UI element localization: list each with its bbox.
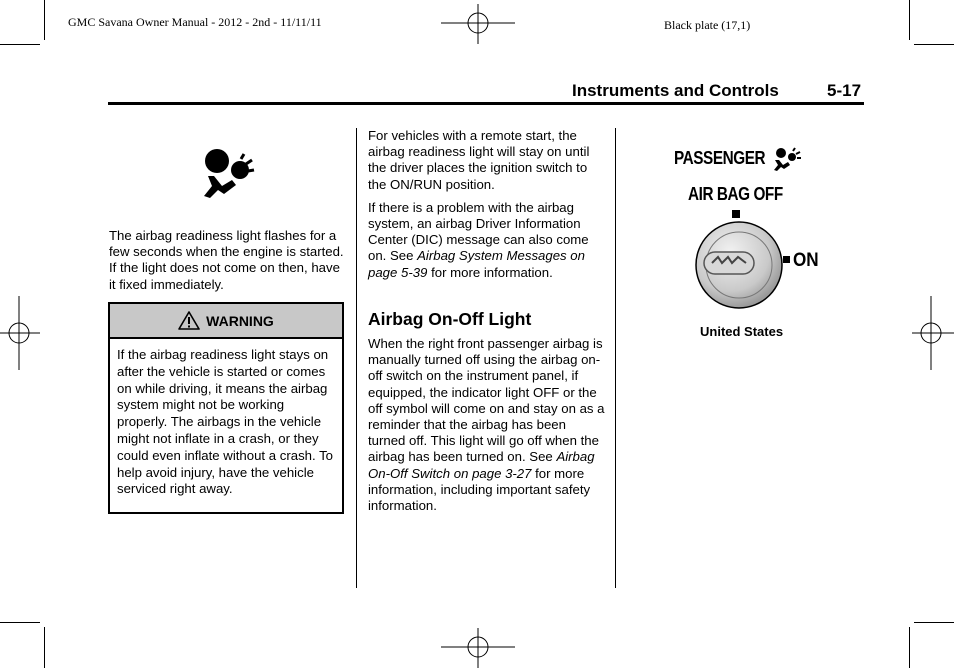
registration-mark-top <box>441 4 515 44</box>
warning-label: WARNING <box>206 312 274 329</box>
warning-triangle-icon <box>178 311 200 330</box>
page-number: 5-17 <box>827 81 862 100</box>
dic-paragraph: If there is a problem with the airbag system, an airbag Driver Information Center (DIC) message can also come on. See Airbag System Messages on page 5-39 for more information. <box>368 199 589 280</box>
warning-text: If the airbag readiness light stays on after the vehicle is started or comes on while driving, it means the airbag system might not be working properly. The airbags in the vehicle might not inflate in a crash, or they could even inflate without a crash. To help avoid injury, have the vehicle serviced right away. <box>117 347 334 497</box>
reference-on-off-switch: Airbag On-Off Switch on page 3-27 <box>368 449 595 481</box>
registration-mark-bottom <box>441 628 515 668</box>
airbag-switch-figure <box>672 144 822 314</box>
warning-header <box>110 304 342 339</box>
figure-caption: United States <box>700 324 784 339</box>
on-label: ON <box>793 250 819 271</box>
airbag-off-label: AIR BAG OFF <box>688 184 783 204</box>
section-title: Instruments and Controls <box>572 81 779 100</box>
registration-mark-left <box>0 296 40 370</box>
registration-mark-right <box>912 296 954 370</box>
airbag-light-paragraph: The airbag readiness light flashes for a few seconds when the engine is started. If the light does not come on then, have it fixed immediately. <box>109 228 344 292</box>
passenger-label: PASSENGER <box>674 148 766 168</box>
section-heading: Airbag On-Off Light <box>368 309 532 329</box>
warning-box <box>108 302 344 514</box>
off-indicator-square <box>732 210 740 218</box>
column-divider-2 <box>615 128 616 588</box>
column-divider-1 <box>356 128 357 588</box>
on-indicator-square <box>783 256 790 263</box>
passenger-airbag-icon <box>772 146 804 172</box>
reference-airbag-messages: Airbag System Messages on page 5-39 <box>368 248 585 280</box>
plate-info: Black plate (17,1) <box>664 18 751 32</box>
column-2-text <box>368 128 606 281</box>
header-rule <box>108 102 864 105</box>
remote-start-paragraph: For vehicles with a remote start, the airbag readiness light will stay on until the driver places the ignition switch to the ON/RUN position. <box>368 128 590 192</box>
airbag-readiness-icon <box>200 146 256 202</box>
key-switch-icon <box>694 220 784 310</box>
doc-info: GMC Savana Owner Manual - 2012 - 2nd - 11/11/11 <box>68 15 322 29</box>
on-off-light-paragraph: When the right front passenger airbag is manually turned off using the airbag on-off switch on the instrument panel, if equipped, the indicator light OFF or the off symbol will come on and stay on as a reminder that the airbag has been turned off. This light will go off when the airbag has been turned on. See Airbag On-Off Switch on page 3-27 for more information, including important safety information. <box>368 336 605 514</box>
